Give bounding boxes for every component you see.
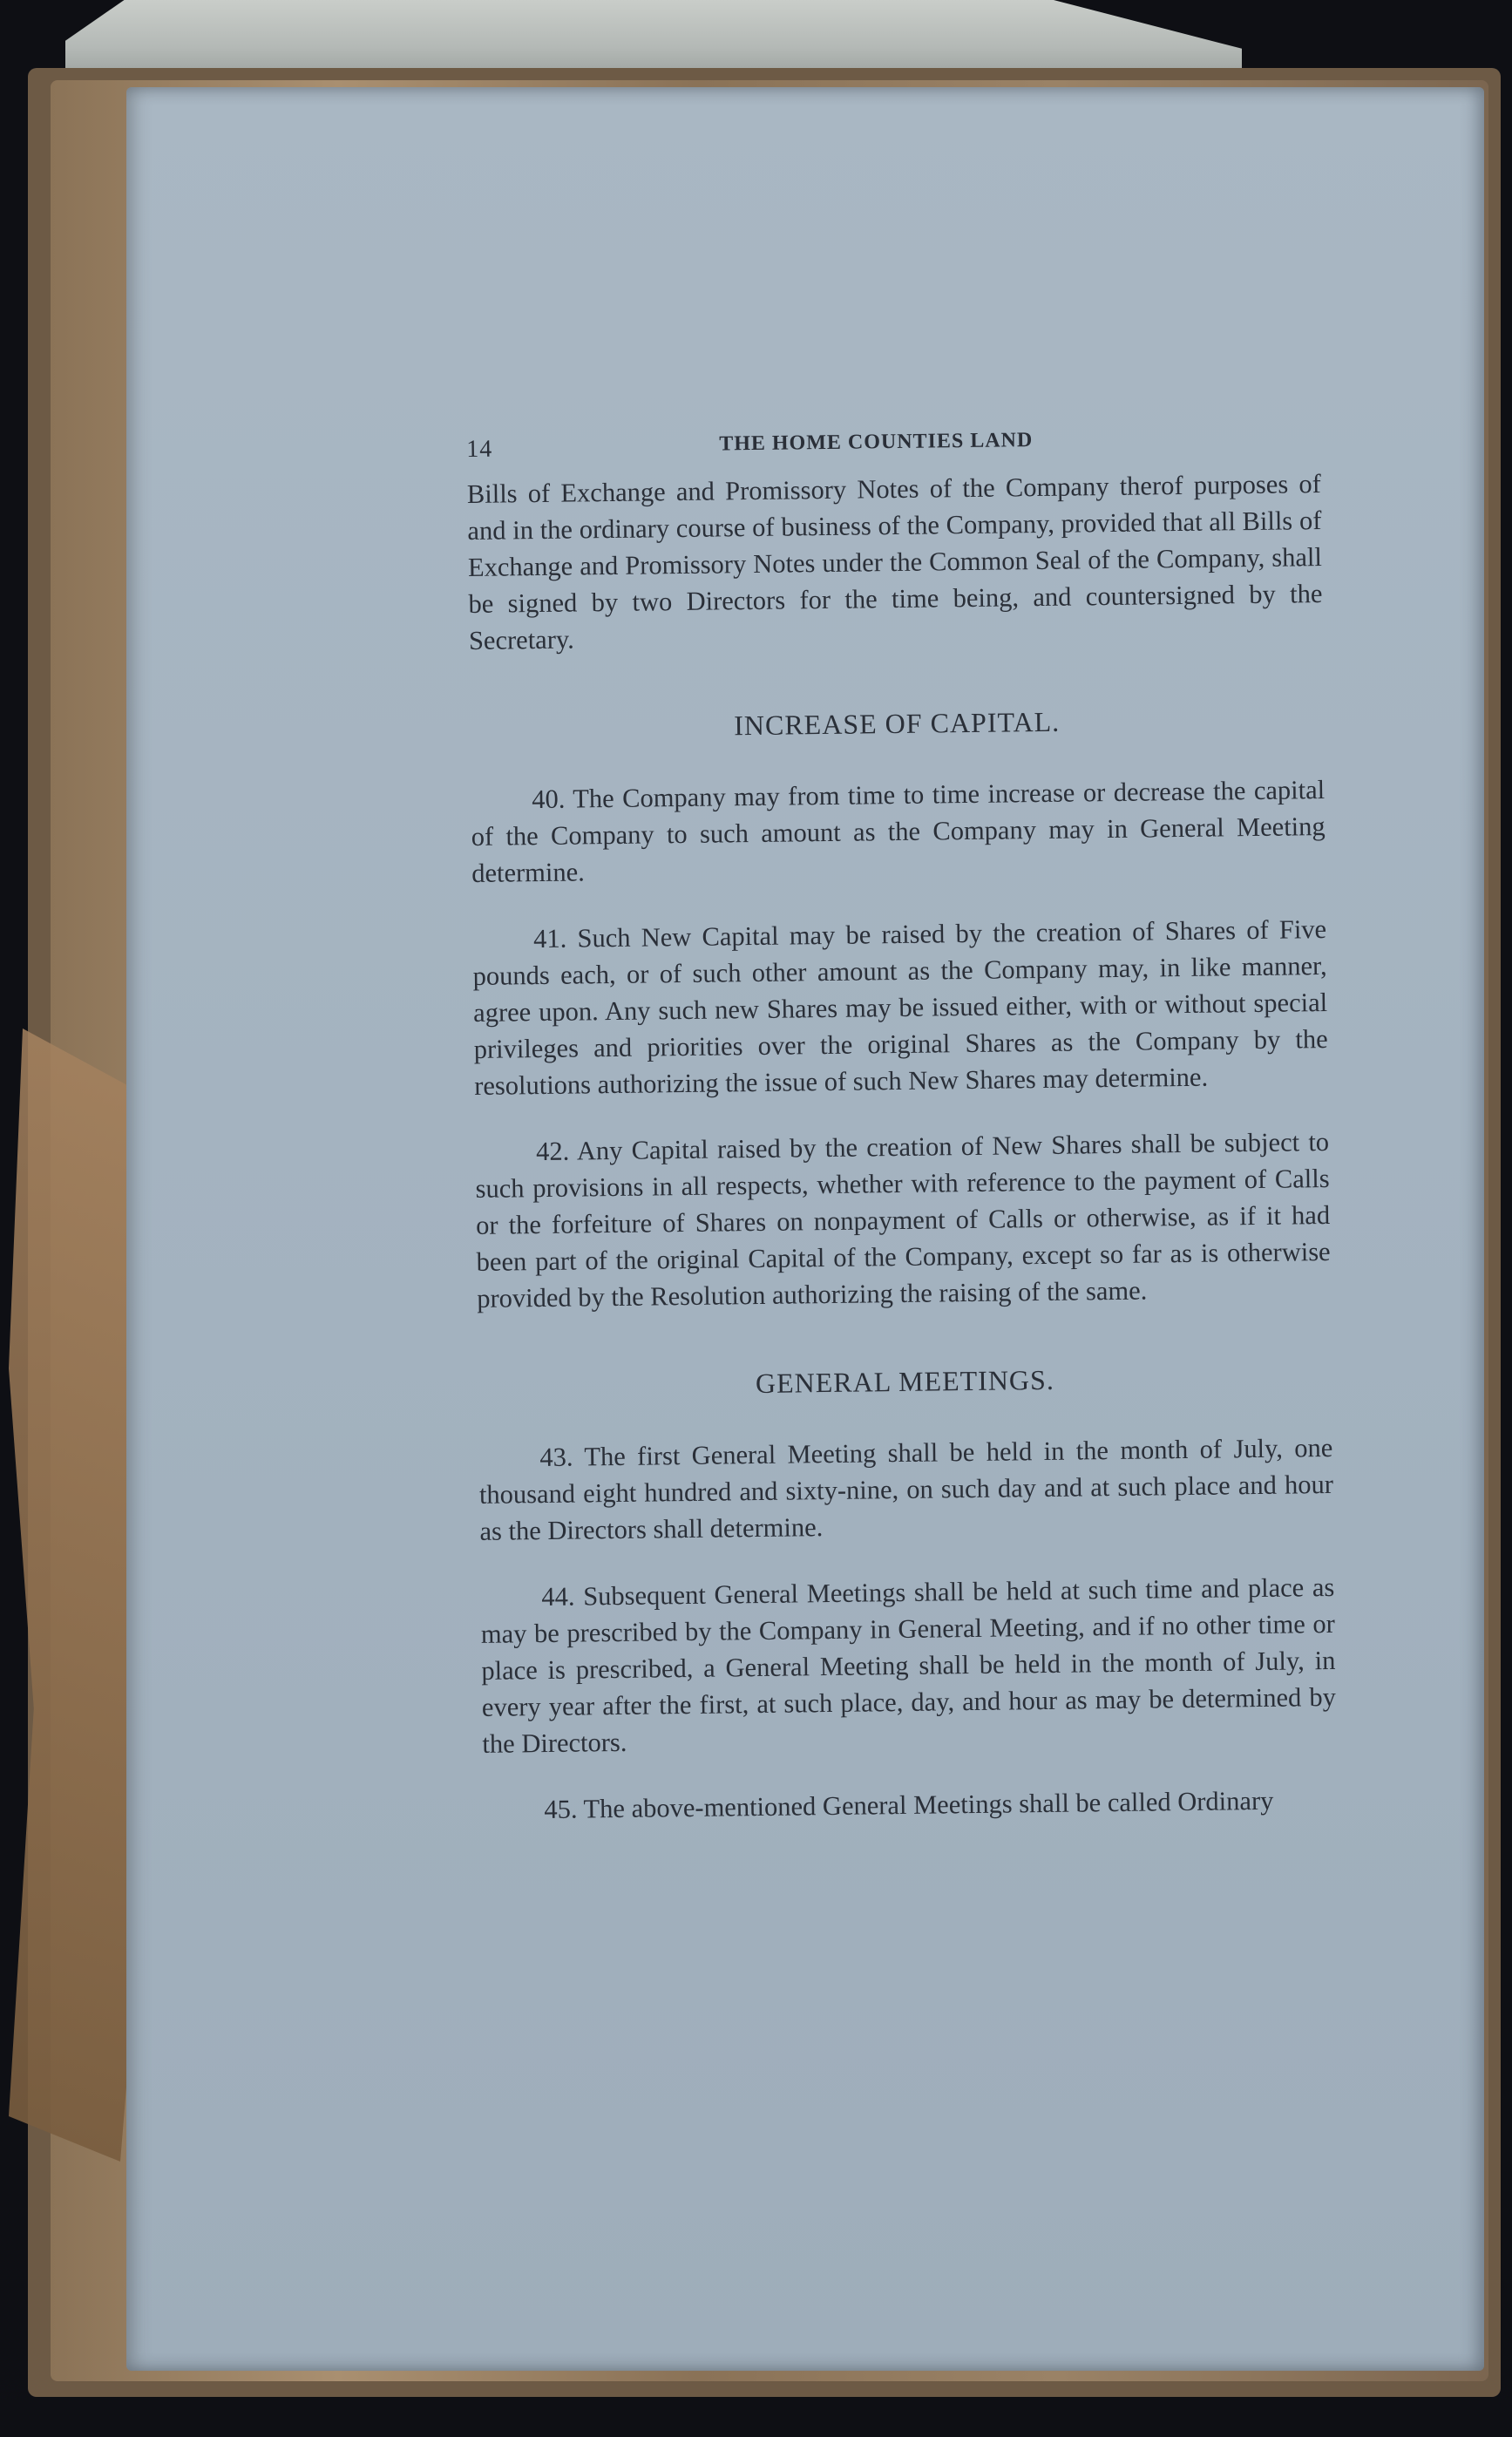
article-42: 42. Any Capital raised by the creation of New Shares shall be subject to such provisions in all respects, whether with reference to the payment of Calls or the forfeiture of Shares on nonpayment of Calls or otherwise, as if it had been part of the original Capital of the Company, except so far as is otherwise provided by the Resolution authorizing the raising of the same. <box>475 1126 1331 1314</box>
running-title: THE HOME COUNTIES LAND <box>719 429 1034 456</box>
article-44: 44. Subsequent General Meetings shall be held at such time and place as may be prescribed by the Company in General Meeting, and if no other time or place is prescribed, a General Meeting shall be held in the month of July, in every year after the first, at such place, day, and hour as may be determined by the Directors. <box>480 1571 1337 1759</box>
opening-paragraph: Bills of Exchange and Promissory Notes of the Company therof purposes of and in the ordinary course of business of the Company, provided that all Bills of Exchange and Promissory Notes under the Common Seal of the Company, shall be signed by two Directors for the time being, and countersigned by the Secretary. <box>466 469 1323 655</box>
section-heading-increase-of-capital: INCREASE OF CAPITAL. <box>734 705 1061 742</box>
section-heading-general-meetings: GENERAL MEETINGS. <box>755 1363 1055 1400</box>
article-40: 40. The Company may from time to time increase or decrease the capital of the Company to such amount as the Company may in General Meeting determine. <box>471 774 1326 888</box>
page-number: 14 <box>466 435 493 463</box>
article-45: 45. The above-mentioned General Meetings shall be called Ordinary <box>544 1785 1274 1825</box>
article-43: 43. The first General Meeting shall be held in the month of July, one thousand eight hundred and sixty-nine, on such day and at such place and hour as the Directors shall determine. <box>478 1432 1334 1546</box>
page-text-block <box>466 418 1338 1829</box>
article-41: 41. Such New Capital may be raised by the creation of Shares of Five pounds each, or of such other amount as the Company may, in like manner, agree upon. Any such new Shares may be issued either, with or without special privileges and priorities over the original Shares as the Company by the resolutions authorizing the issue of such New Shares may determine. <box>472 913 1328 1101</box>
loose-paper-slip <box>65 0 1242 78</box>
